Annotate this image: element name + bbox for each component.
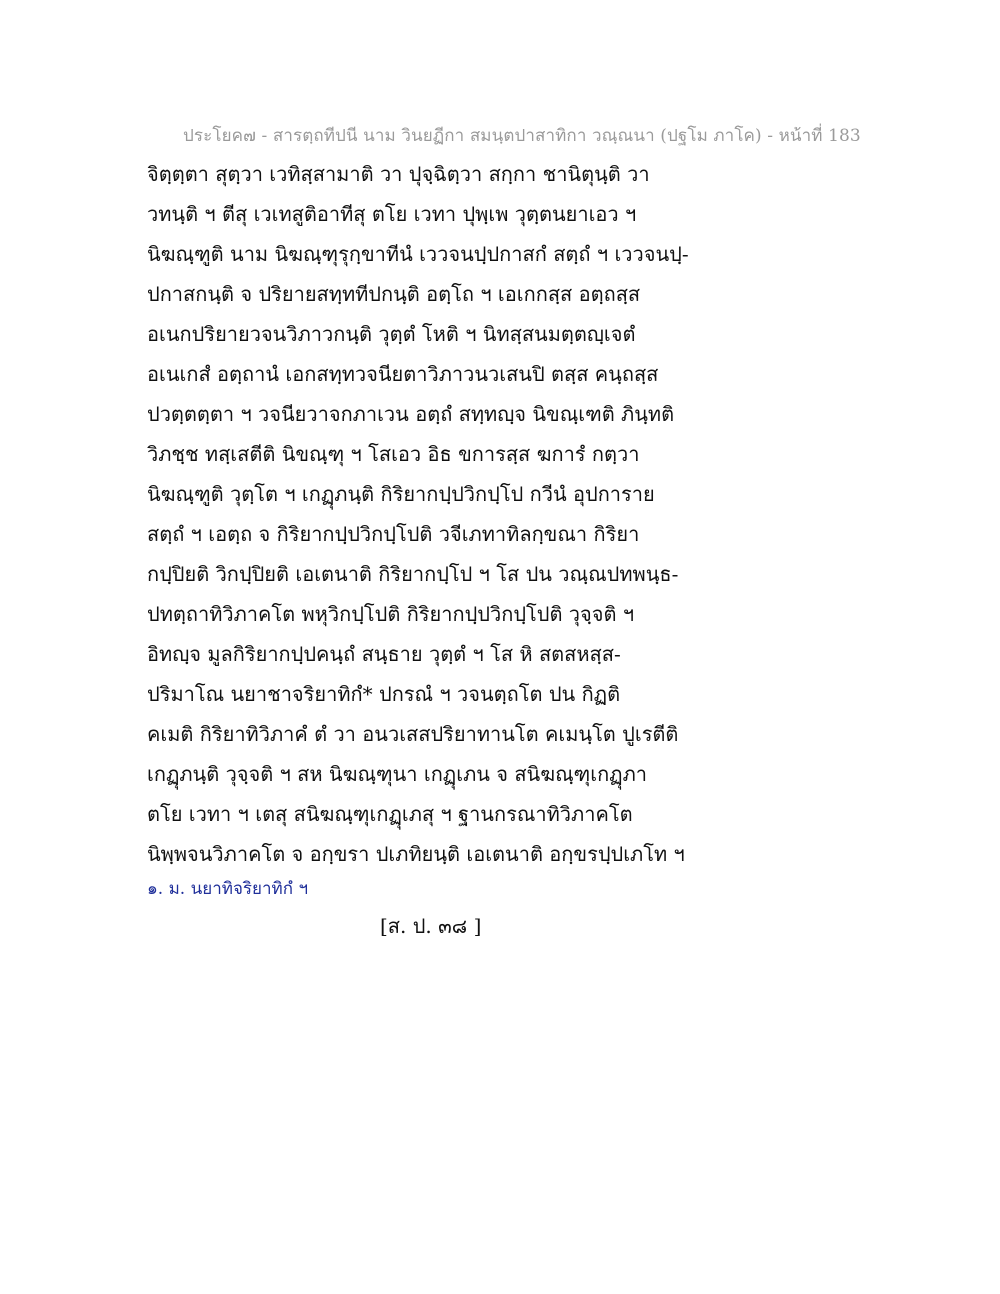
text-line: ปกาสกนฺติ จ ปริยายสทฺททีปกนฺติ อตฺโถ ฯ เอเกกสฺส อตฺถสฺส xyxy=(147,282,641,306)
text-line: สตฺถํ ฯ เอตฺถ จ กิริยากปฺปวิกปฺโปติ วจีเภทาทิลกฺขณา กิริยา xyxy=(147,522,640,546)
text-line: ปทตฺถาทิวิภาคโต พหุวิกปฺโปติ กิริยากปฺปวิกปฺโปติ วุจฺจติ ฯ xyxy=(147,602,635,626)
text-line: ปวตฺตตฺตา ฯ วจนียวาจกภาเวน อตฺถํ สทฺทญฺจ นิขณฺเฑติ ภินฺทติ xyxy=(147,402,675,426)
footnote: ๑. ม. นยาทิจริยาทิกํ ฯ xyxy=(147,879,308,899)
text-line: อิทญฺจ มูลกิริยากปฺปคนฺถํ สนฺธาย วุตฺตํ ฯ โส หิ สตสหสฺส- xyxy=(147,642,621,666)
text-line: ตโย เวทา ฯ เตสุ สนิฆณฺฑุเกฏุเภสุ ฯ ฐานกรณาทิวิภาคโต xyxy=(147,802,633,826)
text-line: ปริมาโณ นยาชาจริยาทิกํ* ปกรณํ ฯ วจนตฺถโต ปน กิฏติ xyxy=(147,682,621,706)
text-line: วิภชฺช ทสฺเสตีติ นิขณฺฑุ ฯ โสเอว อิธ ขการสฺส ฆการํ กตฺวา xyxy=(147,442,640,466)
text-line: นิพฺพจนวิภาคโต จ อกฺขรา ปเภทิยนฺติ เอเตนาติ อกฺขรปฺปเภโท ฯ xyxy=(147,842,685,866)
text-line: คเมติ กิริยาทิวิภาคํ ตํ วา อนวเสสปริยาทานโต คเมนฺโต ปูเรตีติ xyxy=(147,722,679,746)
text-line: อเนกปริยายวจนวิภาวกนฺติ วุตฺตํ โหติ ฯ นิทสฺสนมตฺตญฺเจตํ xyxy=(147,322,636,346)
running-header: ประโยค๗ - สารตฺถทีปนี นาม วินยฏีกา สมนฺตปาสาทิกา วณฺณนา (ปฐโม ภาโค) - หน้าที่ 183 xyxy=(183,126,861,146)
text-line: วทนฺติ ฯ ตีสุ เวเทสูติอาทีสุ ตโย เวทา ปุพฺเพ วุตฺตนยาเอว ฯ xyxy=(147,202,637,226)
text-line: จิตฺตฺตา สุตฺวา เวทิสฺสามาติ วา ปุจฺฉิตฺวา สกฺกา ชานิตุนฺติ วา xyxy=(147,162,650,186)
page-marker: [ส. ป. ๓๘ ] xyxy=(380,914,482,938)
text-line: กปฺปิยติ วิกปฺปิยติ เอเตนาติ กิริยากปฺโป ฯ โส ปน วณฺณปทพนฺธ- xyxy=(147,562,679,586)
body-text xyxy=(147,158,687,878)
text-line: เกฏุภนฺติ วุจฺจติ ฯ สห นิฆณฺฑุนา เกฏุเภน จ สนิฆณฺฑุเกฏุภา xyxy=(147,762,648,786)
text-line: อเนเกสํ อตฺถานํ เอกสทฺทวจนียตาวิภาวนวเสนปิ ตสฺส คนฺถสฺส xyxy=(147,362,659,386)
text-line: นิฆณฺฑูติ วุตฺโต ฯ เกฏุภนฺติ กิริยากปฺปวิกปฺโป กวีนํ อุปการาย xyxy=(147,482,655,506)
text-line: นิฆณฺฑูติ นาม นิฆณฺฑุรุกฺขาทีนํ เววจนปฺปกาสกํ สตฺถํ ฯ เววจนปฺ- xyxy=(147,242,689,266)
